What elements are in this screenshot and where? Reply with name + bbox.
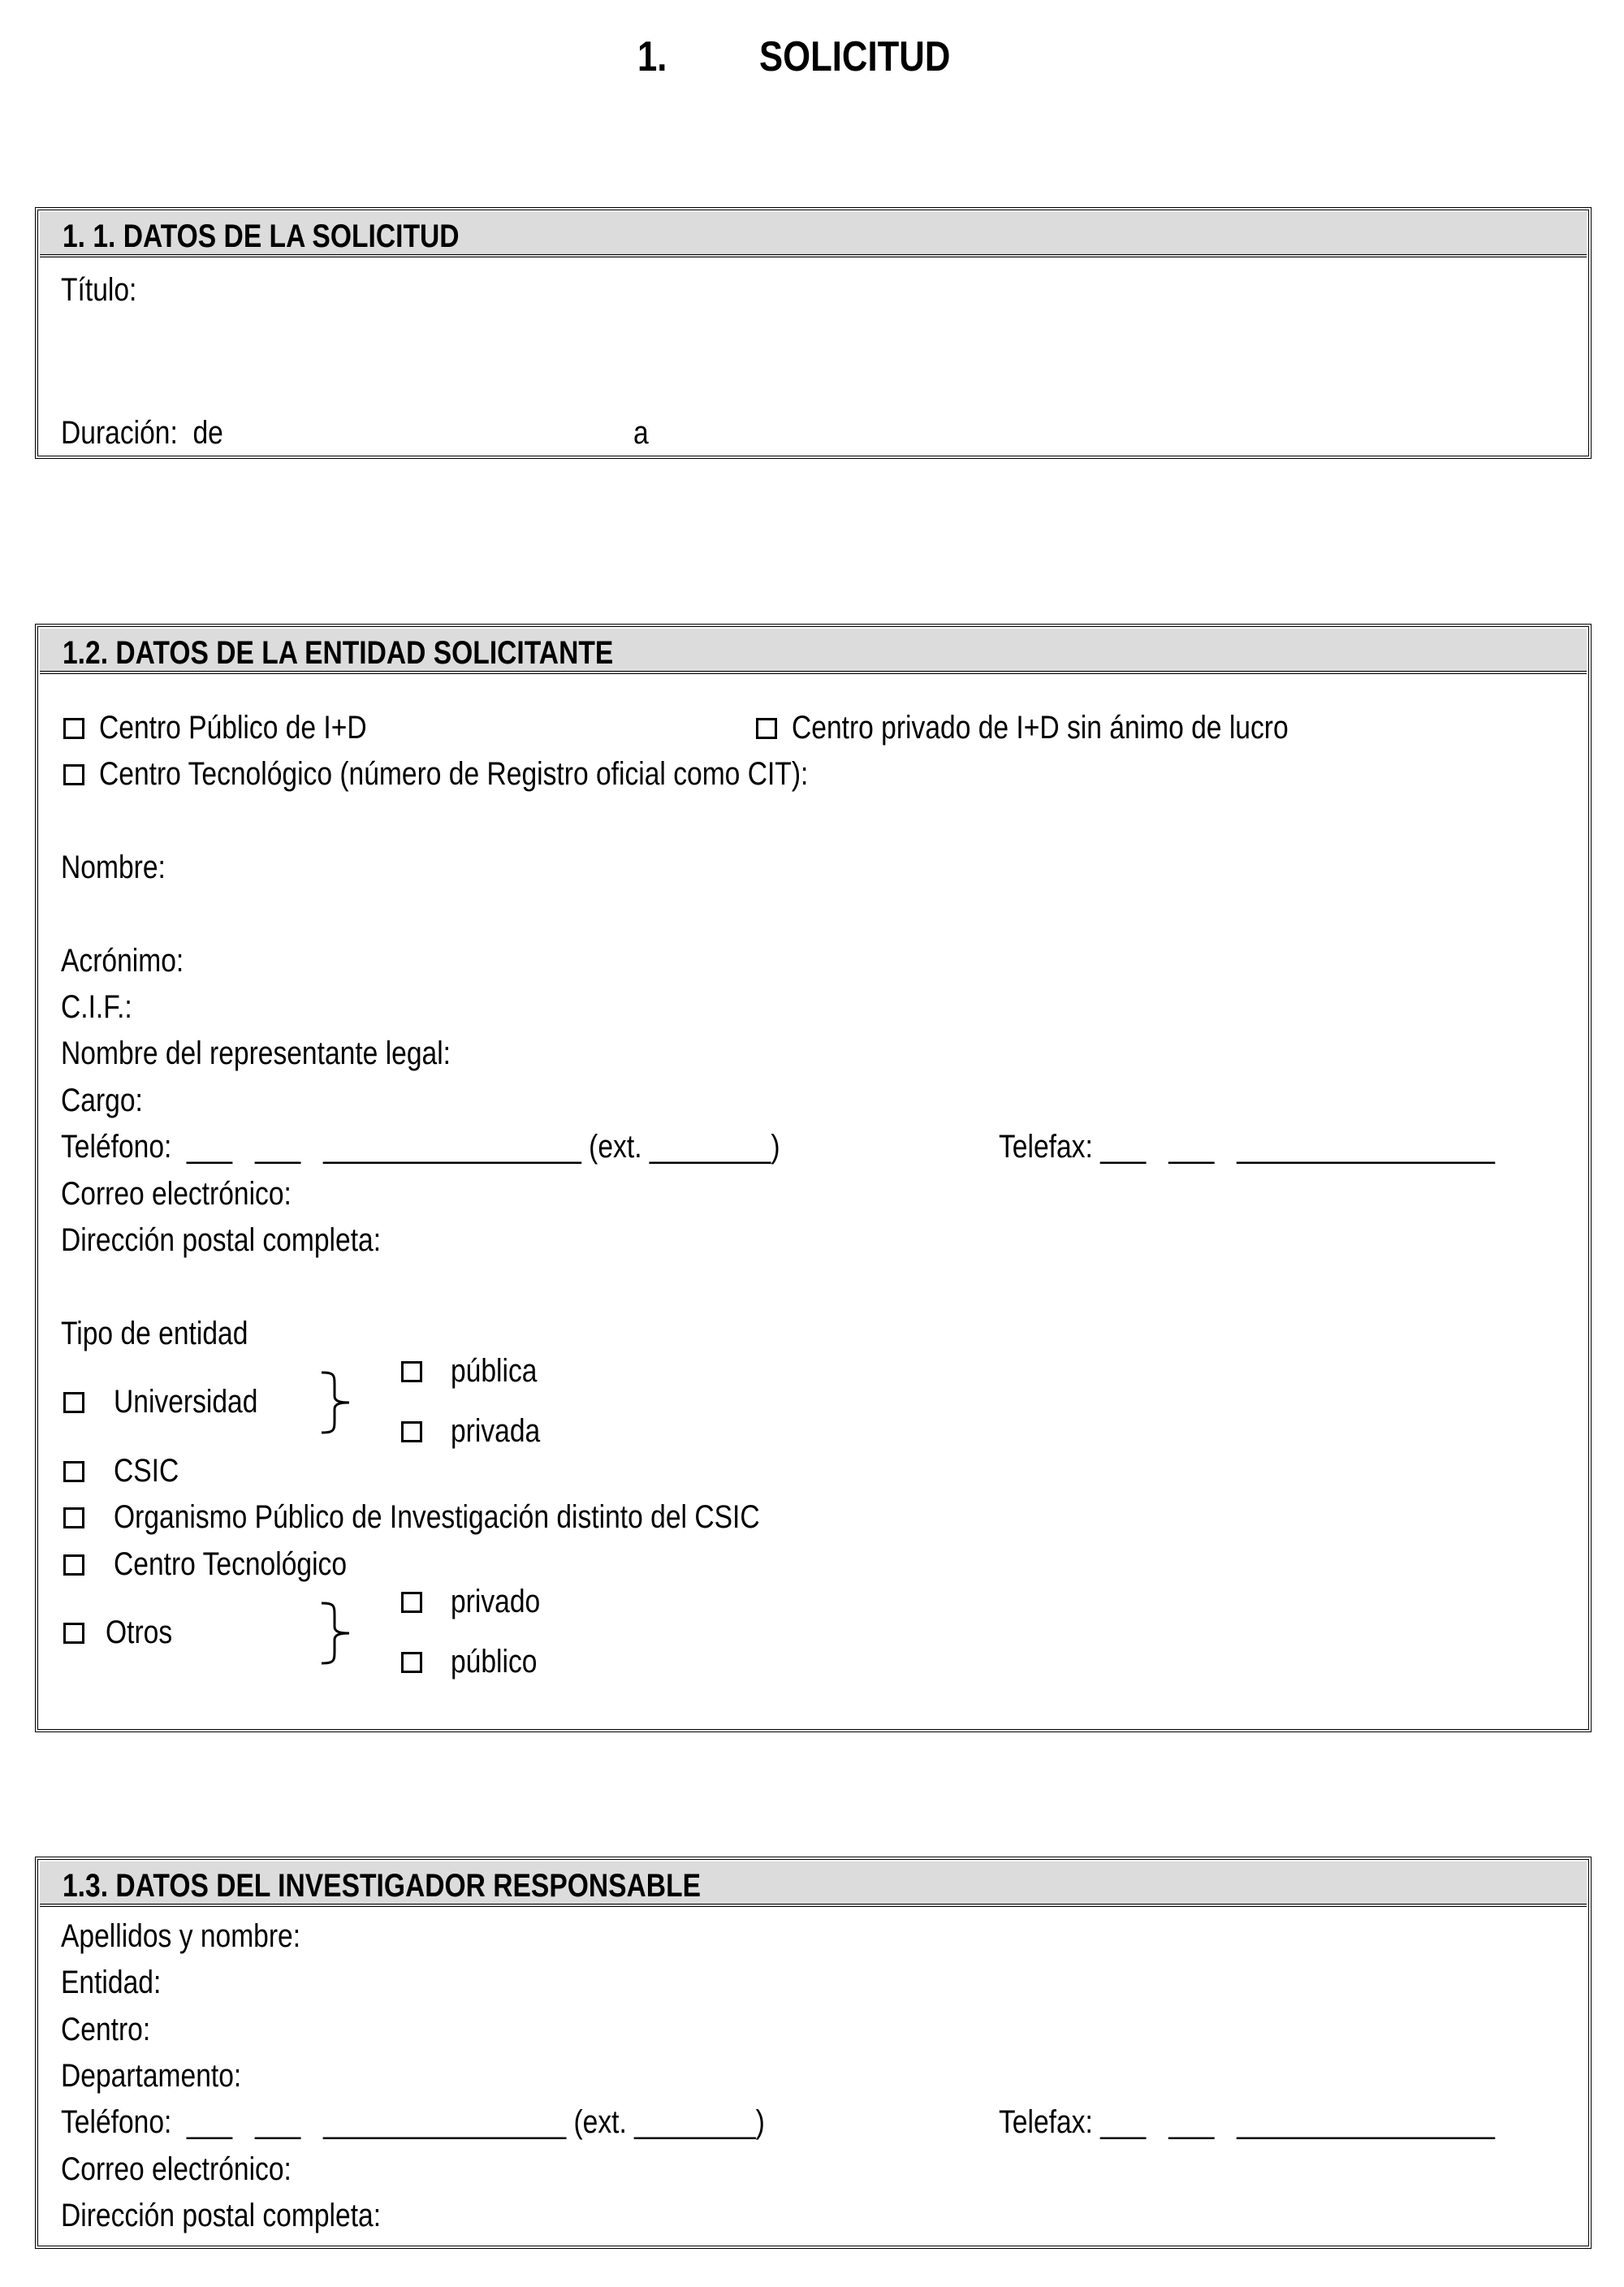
universidad-publica-checkbox[interactable] [401, 1361, 422, 1382]
section-header-label: 1.3. DATOS DEL INVESTIGADOR RESPONSABLE [63, 1868, 702, 1904]
representante-label: Nombre del representante legal: [61, 1035, 451, 1071]
centro-tecnologico-checkbox[interactable] [63, 764, 84, 785]
section-datos-investigador [35, 1857, 1592, 2249]
direccion-label: Dirección postal completa: [61, 1222, 382, 1258]
csic-checkbox[interactable] [63, 1461, 84, 1482]
otros-label: Otros [106, 1615, 173, 1650]
direccion-label: Dirección postal completa: [61, 2198, 382, 2233]
correo-label: Correo electrónico: [61, 2151, 292, 2187]
universidad-publica-label: pública [451, 1353, 538, 1389]
otros-brace-icon [317, 1601, 357, 1666]
universidad-label: Universidad [114, 1384, 258, 1420]
section-header [40, 212, 1587, 257]
csic-label: CSIC [114, 1453, 179, 1489]
page-title [0, 32, 1624, 97]
centro-privado-label: Centro privado de I+D sin ánimo de lucro [792, 710, 1289, 746]
universidad-privada-checkbox[interactable] [401, 1421, 422, 1442]
page-title-number: 1. [637, 33, 667, 80]
tipo-entidad-label: Tipo de entidad [61, 1316, 248, 1351]
nombre-label: Nombre: [61, 850, 166, 885]
centro-tecnologico-label: Centro Tecnológico (número de Registro oficial como CIT): [99, 756, 809, 792]
correo-label: Correo electrónico: [61, 1176, 292, 1212]
otros-publico-label: público [451, 1644, 538, 1680]
universidad-checkbox[interactable] [63, 1392, 84, 1413]
opi-checkbox[interactable] [63, 1507, 84, 1528]
opi-label: Organismo Público de Investigación distinto del CSIC [114, 1499, 760, 1535]
section-header [40, 1861, 1587, 1907]
titulo-label: Título: [61, 272, 137, 308]
cif-label: C.I.F.: [61, 989, 132, 1025]
page-title-text: SOLICITUD [759, 33, 951, 80]
entidad-label: Entidad: [61, 1965, 162, 2000]
telefono-field: Teléfono: ___ ___ ________________ (ext. ________) [61, 2104, 765, 2140]
otros-privado-checkbox[interactable] [401, 1592, 422, 1613]
cargo-label: Cargo: [61, 1083, 143, 1118]
duracion-label: Duración: de [61, 415, 223, 451]
acronimo-label: Acrónimo: [61, 943, 184, 979]
centro-label: Centro: [61, 2012, 151, 2047]
centro-privado-checkbox[interactable] [756, 718, 777, 739]
section-header [40, 629, 1587, 674]
apellidos-label: Apellidos y nombre: [61, 1918, 301, 1954]
otros-checkbox[interactable] [63, 1623, 84, 1644]
telefax-field: Telefax: ___ ___ _________________ [999, 1129, 1495, 1165]
duracion-a-label: a [633, 415, 649, 451]
universidad-brace-icon [317, 1370, 357, 1435]
telefax-field: Telefax: ___ ___ _________________ [999, 2104, 1495, 2140]
section-header-label: 1. 1. DATOS DE LA SOLICITUD [63, 218, 460, 254]
otros-publico-checkbox[interactable] [401, 1652, 422, 1673]
departamento-label: Departamento: [61, 2058, 242, 2094]
universidad-privada-label: privada [451, 1413, 541, 1449]
centro-publico-label: Centro Público de I+D [99, 710, 367, 746]
otros-privado-label: privado [451, 1584, 541, 1619]
section-datos-entidad [35, 624, 1592, 1732]
centro-tecnologico-tipo-checkbox[interactable] [63, 1554, 84, 1576]
centro-tecnologico-tipo-label: Centro Tecnológico [114, 1546, 348, 1582]
telefono-field: Teléfono: ___ ___ _________________ (ext. ________) [61, 1129, 780, 1165]
section-datos-solicitud [35, 207, 1592, 459]
section-header-label: 1.2. DATOS DE LA ENTIDAD SOLICITANTE [63, 635, 614, 671]
centro-publico-checkbox[interactable] [63, 718, 84, 739]
